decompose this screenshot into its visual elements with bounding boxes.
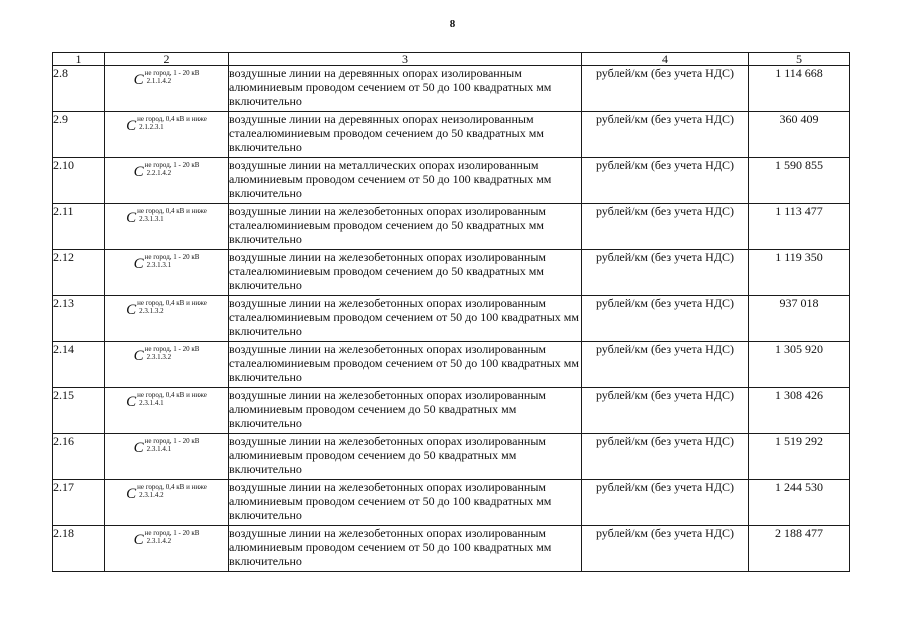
header-row: [53, 53, 850, 66]
column-header-1: 1: [53, 53, 105, 66]
row-number: 2.16: [53, 434, 105, 480]
rate-code: [105, 434, 228, 456]
rate-code-cell: [105, 388, 229, 434]
unit-of-measure: рублей/км (без учета НДС): [582, 342, 749, 388]
rate-code-scripts: [145, 69, 200, 85]
rate-code-subscript: 2.3.1.4.1: [146, 445, 172, 453]
rate-code-scripts: [145, 161, 200, 177]
unit-of-measure: рублей/км (без учета НДС): [582, 296, 749, 342]
line-description: воздушные линии на железобетонных опорах изолированным сталеалюминиевым проводом сечением от 50 до 100 квадратных мм включительно: [229, 296, 582, 342]
rate-code-subscript: 2.3.1.3.1: [146, 261, 172, 269]
rate-code-cell: [105, 342, 229, 388]
rate-code: [105, 250, 228, 272]
rate-symbol: C: [133, 440, 144, 456]
rate-value: 360 409: [749, 112, 850, 158]
table-row: [53, 434, 850, 480]
rate-code-cell: [105, 204, 229, 250]
column-header-5: 5: [749, 53, 850, 66]
rate-code-subscript: 2.1.1.4.2: [146, 77, 172, 85]
row-number: 2.9: [53, 112, 105, 158]
rate-code-cell: [105, 250, 229, 296]
table-row: [53, 66, 850, 112]
rate-value: 1 305 920: [749, 342, 850, 388]
table-row: [53, 250, 850, 296]
line-description: воздушные линии на железобетонных опорах изолированным алюминиевым проводом сечением от 50 до 100 квадратных мм включительно: [229, 480, 582, 526]
rate-value: 1 113 477: [749, 204, 850, 250]
column-header-3: 3: [229, 53, 582, 66]
rate-code-scripts: [137, 299, 207, 315]
rate-code-superscript: не город, 0,4 кВ и ниже: [137, 483, 207, 491]
rate-code-scripts: [145, 253, 200, 269]
rate-value: 1 308 426: [749, 388, 850, 434]
unit-of-measure: рублей/км (без учета НДС): [582, 112, 749, 158]
rate-code: [105, 112, 228, 134]
rate-symbol: C: [126, 302, 137, 318]
column-header-4: 4: [582, 53, 749, 66]
row-number: 2.14: [53, 342, 105, 388]
rate-code-superscript: не город, 0,4 кВ и ниже: [137, 299, 207, 307]
rate-code-scripts: [145, 437, 200, 453]
rate-code-scripts: [137, 391, 207, 407]
table-row: [53, 388, 850, 434]
rate-symbol: C: [133, 164, 144, 180]
row-number: 2.10: [53, 158, 105, 204]
rate-code-superscript: не город, 1 - 20 кВ: [144, 69, 200, 77]
rate-code: [105, 204, 228, 226]
page-number: 8: [449, 18, 456, 30]
line-description: воздушные линии на металлических опорах изолированным алюминиевым проводом сечением от 50 до 100 квадратных мм включительно: [229, 158, 582, 204]
row-number: 2.15: [53, 388, 105, 434]
unit-of-measure: рублей/км (без учета НДС): [582, 480, 749, 526]
rate-value: 1 244 530: [749, 480, 850, 526]
rate-code: [105, 388, 228, 410]
line-description: воздушные линии на железобетонных опорах изолированным сталеалюминиевым проводом сечением от 50 до 100 квадратных мм включительно: [229, 342, 582, 388]
rate-code: [105, 342, 228, 364]
table-body: [53, 66, 850, 572]
rate-value: 937 018: [749, 296, 850, 342]
row-number: 2.8: [53, 66, 105, 112]
rate-code-cell: [105, 480, 229, 526]
rate-code-superscript: не город, 0,4 кВ и ниже: [137, 115, 207, 123]
row-number: 2.17: [53, 480, 105, 526]
table-row: [53, 158, 850, 204]
row-number: 2.11: [53, 204, 105, 250]
unit-of-measure: рублей/км (без учета НДС): [582, 66, 749, 112]
line-description: воздушные линии на деревянных опорах изолированным алюминиевым проводом сечением от 50 до 100 квадратных мм включительно: [229, 66, 582, 112]
rate-code-cell: [105, 112, 229, 158]
table-row: [53, 112, 850, 158]
unit-of-measure: рублей/км (без учета НДС): [582, 158, 749, 204]
rate-code-superscript: не город, 1 - 20 кВ: [144, 345, 200, 353]
rate-code-superscript: не город, 1 - 20 кВ: [144, 529, 200, 537]
rate-value: 2 188 477: [749, 526, 850, 572]
rate-code-cell: [105, 66, 229, 112]
rate-value: 1 119 350: [749, 250, 850, 296]
rate-code-superscript: не город, 0,4 кВ и ниже: [137, 391, 207, 399]
unit-of-measure: рублей/км (без учета НДС): [582, 434, 749, 480]
row-number: 2.18: [53, 526, 105, 572]
unit-of-measure: рублей/км (без учета НДС): [582, 204, 749, 250]
rate-code: [105, 66, 228, 88]
rate-symbol: C: [126, 486, 137, 502]
rate-code-scripts: [137, 483, 207, 499]
line-description: воздушные линии на железобетонных опорах изолированным сталеалюминиевым проводом сечением до 50 квадратных мм включительно: [229, 204, 582, 250]
table-row: [53, 342, 850, 388]
rate-code-subscript: 2.3.1.3.2: [139, 307, 164, 315]
unit-of-measure: рублей/км (без учета НДС): [582, 526, 749, 572]
rate-symbol: C: [126, 210, 137, 226]
unit-of-measure: рублей/км (без учета НДС): [582, 388, 749, 434]
rate-symbol: C: [133, 532, 144, 548]
rate-code-scripts: [145, 345, 200, 361]
line-description: воздушные линии на железобетонных опорах изолированным алюминиевым проводом сечением от 50 до 100 квадратных мм включительно: [229, 526, 582, 572]
rate-symbol: C: [126, 118, 137, 134]
rate-code-superscript: не город, 1 - 20 кВ: [144, 161, 200, 169]
rate-code-cell: [105, 296, 229, 342]
rate-code-subscript: 2.3.1.4.1: [139, 399, 164, 407]
rate-symbol: C: [133, 256, 144, 272]
table-row: [53, 480, 850, 526]
rate-code-superscript: не город, 1 - 20 кВ: [144, 437, 200, 445]
rate-code-superscript: не город, 1 - 20 кВ: [144, 253, 200, 261]
rate-code-scripts: [137, 207, 207, 223]
rate-code-subscript: 2.3.1.4.2: [139, 491, 164, 499]
rate-code-subscript: 2.3.1.3.1: [139, 215, 164, 223]
line-description: воздушные линии на деревянных опорах неизолированным сталеалюминиевым проводом сечением до 50 квадратных мм включительно: [229, 112, 582, 158]
rate-symbol: C: [133, 348, 144, 364]
rate-code-cell: [105, 434, 229, 480]
rate-code-superscript: не город, 0,4 кВ и ниже: [137, 207, 207, 215]
line-description: воздушные линии на железобетонных опорах изолированным сталеалюминиевым проводом сечением до 50 квадратных мм включительно: [229, 250, 582, 296]
rate-code-subscript: 2.1.2.3.1: [139, 123, 164, 131]
rate-symbol: C: [133, 72, 144, 88]
rate-symbol: C: [126, 394, 137, 410]
rate-code-subscript: 2.2.1.4.2: [146, 169, 172, 177]
rate-code-scripts: [137, 115, 207, 131]
table-row: [53, 296, 850, 342]
tariff-table: [52, 52, 850, 572]
rate-code: [105, 296, 228, 318]
table-row: [53, 204, 850, 250]
rate-code-cell: [105, 158, 229, 204]
table-row: [53, 526, 850, 572]
rate-code: [105, 158, 228, 180]
rate-code: [105, 526, 228, 548]
row-number: 2.13: [53, 296, 105, 342]
rate-code-cell: [105, 526, 229, 572]
column-header-2: 2: [105, 53, 229, 66]
unit-of-measure: рублей/км (без учета НДС): [582, 250, 749, 296]
rate-code-scripts: [145, 529, 200, 545]
rate-code-subscript: 2.3.1.3.2: [146, 353, 172, 361]
rate-code: [105, 480, 228, 502]
row-number: 2.12: [53, 250, 105, 296]
rate-value: 1 519 292: [749, 434, 850, 480]
line-description: воздушные линии на железобетонных опорах изолированным алюминиевым проводом сечением до 50 квадратных мм включительно: [229, 434, 582, 480]
rate-value: 1 114 668: [749, 66, 850, 112]
rate-code-subscript: 2.3.1.4.2: [146, 537, 172, 545]
rate-value: 1 590 855: [749, 158, 850, 204]
line-description: воздушные линии на железобетонных опорах изолированным алюминиевым проводом сечением до 50 квадратных мм включительно: [229, 388, 582, 434]
